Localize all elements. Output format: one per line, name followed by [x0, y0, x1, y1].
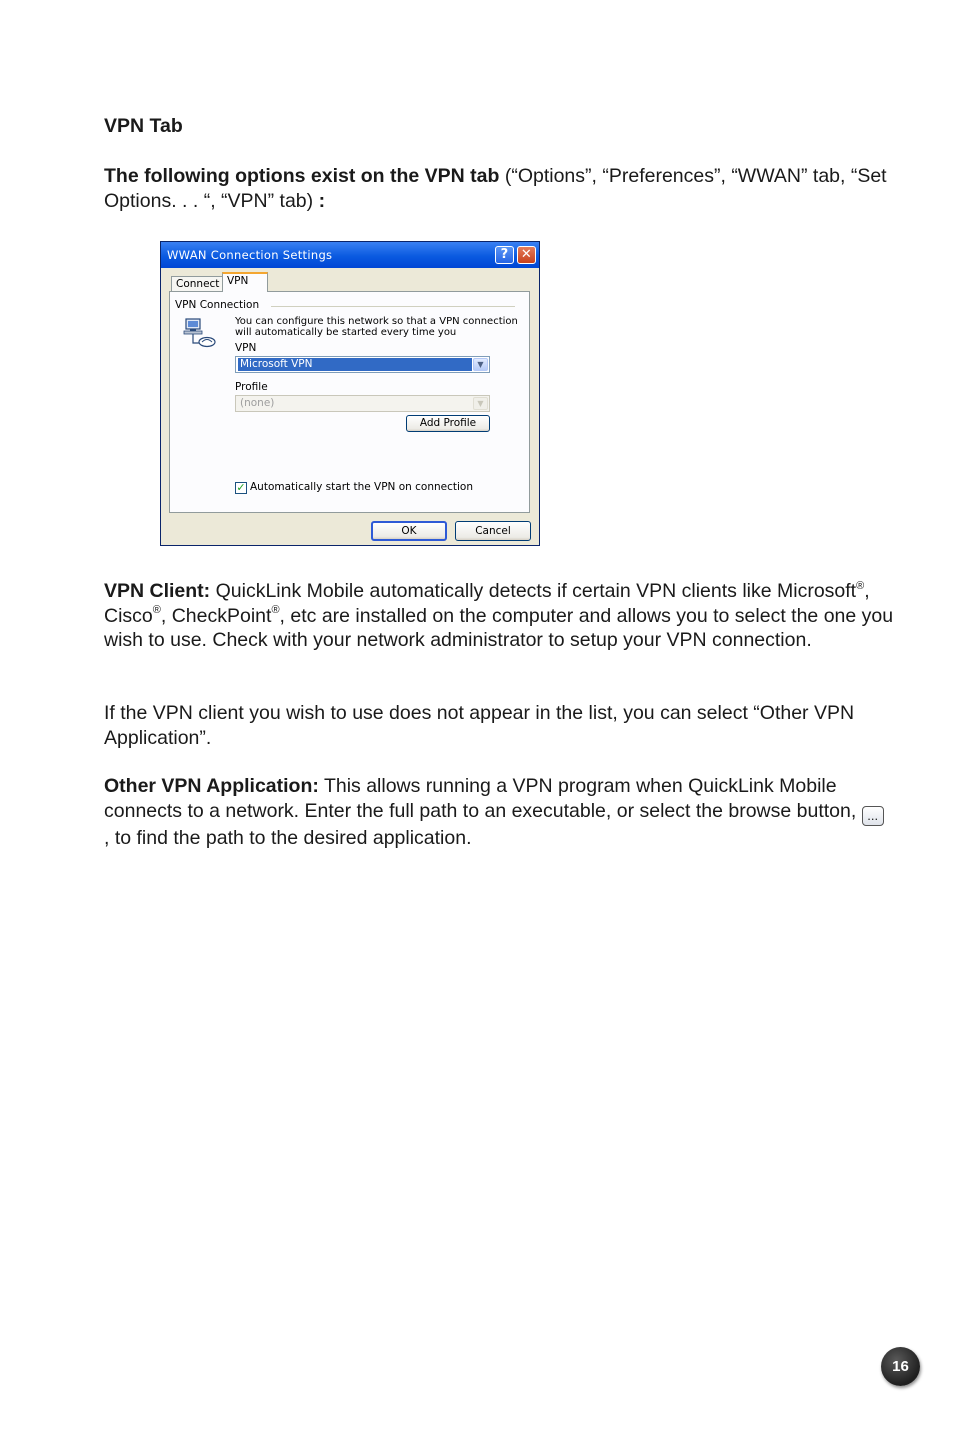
help-button[interactable]: ?: [495, 246, 514, 264]
cancel-button[interactable]: Cancel: [455, 521, 531, 541]
vpn-client-text-4: , etc are installed on the computer and allows you to select the one you wish to use. Check with your network administrator to setup your VPN connection.: [104, 604, 894, 651]
profile-select-value: (none): [240, 397, 275, 409]
tab-connect[interactable]: Connect: [171, 276, 223, 292]
add-profile-button[interactable]: Add Profile: [406, 415, 490, 432]
vpn-select-value: Microsoft VPN: [238, 358, 472, 371]
other-vpn-note: If the VPN client you wish to use does not appear in the list, you can select “Other VPN Application”.: [104, 702, 855, 749]
wwan-settings-dialog: [160, 241, 540, 546]
intro-bold: The following options exist on the VPN tab: [104, 165, 500, 187]
page-number-badge: 16: [881, 1347, 920, 1386]
vpn-label: VPN: [235, 342, 257, 354]
chevron-down-icon[interactable]: ▼: [473, 358, 488, 371]
registered-mark: ®: [271, 604, 280, 616]
vpn-client-text-3: , CheckPoint: [160, 604, 272, 627]
ok-button[interactable]: OK: [371, 521, 447, 541]
registered-mark: ®: [152, 604, 161, 616]
browse-button: ...: [862, 806, 884, 826]
close-button[interactable]: ✕: [517, 246, 536, 264]
dialog-title: WWAN Connection Settings: [167, 248, 333, 262]
vpn-client-paragraph: [104, 579, 894, 653]
auto-start-label[interactable]: Automatically start the VPN on connection: [250, 481, 474, 493]
dialog-description: You can configure this network so that a VPN connection will automatically be started every time you: [235, 316, 518, 338]
network-icon: [183, 317, 217, 349]
profile-select[interactable]: [235, 395, 490, 412]
other-vpn-paragraph: [104, 774, 894, 850]
intro-colon: :: [318, 189, 326, 212]
intro-text: (“Options”, “Preferences”, “WWAN” tab, “Set Options. . . “, “VPN” tab): [104, 165, 887, 212]
other-vpn-text-1: This allows running a VPN program when QuickLink Mobile connects to a network. Enter the full path to an executable, or select the browse button,: [104, 775, 862, 822]
auto-start-checkbox[interactable]: ✓: [236, 481, 246, 494]
other-vpn-text-2: , to find the path to the desired application.: [104, 826, 472, 849]
group-title: VPN Connection: [175, 299, 263, 311]
vpn-client-text-2: , Cisco: [104, 580, 870, 627]
vpn-client-text-1: QuickLink Mobile automatically detects if certain VPN clients like Microsoft: [210, 580, 857, 602]
intro-paragraph: [104, 164, 894, 213]
dialog-titlebar: [161, 242, 539, 268]
group-divider: [271, 306, 515, 307]
chevron-down-icon[interactable]: ▼: [473, 397, 488, 410]
profile-label: Profile: [235, 381, 268, 393]
other-vpn-bold: Other VPN Application:: [104, 775, 319, 797]
registered-mark: ®: [856, 579, 865, 592]
vpn-client-bold: VPN Client:: [104, 580, 211, 602]
vpn-select[interactable]: [235, 356, 490, 373]
tab-vpn[interactable]: VPN: [222, 272, 268, 292]
section-heading: VPN Tab: [104, 115, 183, 137]
